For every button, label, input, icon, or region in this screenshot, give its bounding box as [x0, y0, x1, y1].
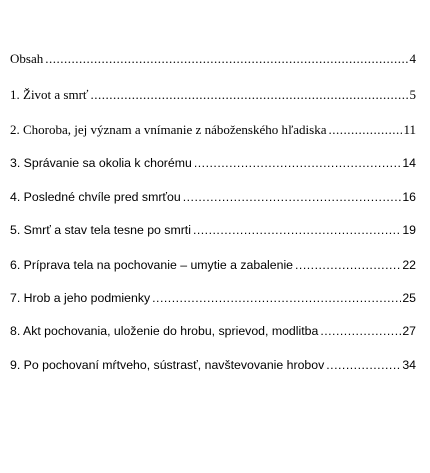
- toc-entry-obsah[interactable]: [10, 50, 416, 68]
- toc-entry-3[interactable]: [10, 154, 416, 172]
- toc-entry-page-number: 14: [402, 156, 416, 170]
- toc-entry-8[interactable]: [10, 322, 416, 340]
- toc-entry-title: 2. Choroba, jej význam a vnímanie z náboženského hľadiska: [10, 122, 327, 137]
- toc-entry-title: 4. Posledné chvíle pred smrťou: [10, 190, 181, 204]
- toc-entry-title: 8. Akt pochovania, uloženie do hrobu, sprievod, modlitba: [10, 324, 319, 338]
- toc-entry-title: 1. Život a smrť: [10, 87, 89, 102]
- toc-entry-page-number: 25: [402, 291, 416, 305]
- toc-entry-page-number: 5: [409, 87, 416, 102]
- dot-leader: [45, 50, 408, 68]
- toc-entry-4[interactable]: [10, 188, 416, 206]
- toc-entry-title: 9. Po pochovaní mŕtveho, sústrasť, navštevovanie hrobov: [10, 358, 325, 372]
- toc-entry-page-number: 19: [402, 223, 416, 237]
- toc-entry-page-number: 34: [402, 358, 416, 372]
- toc-entry-page-number: 16: [402, 190, 416, 204]
- dot-leader: [320, 322, 401, 340]
- toc-entry-1[interactable]: [10, 86, 416, 104]
- toc-entry-title: 6. Príprava tela na pochovanie – umytie a zabalenie: [10, 258, 294, 272]
- toc-entry-7[interactable]: [10, 289, 416, 307]
- toc-entry-title: 3. Správanie sa okolia k chorému: [10, 156, 192, 170]
- dot-leader: [183, 188, 402, 206]
- dot-leader: [328, 121, 402, 139]
- dot-leader: [152, 289, 401, 307]
- dot-leader: [194, 154, 401, 172]
- toc-entry-page-number: 4: [409, 51, 416, 66]
- toc-entry-title: 7. Hrob a jeho podmienky: [10, 291, 151, 305]
- toc-entry-2[interactable]: [10, 121, 416, 139]
- toc-entry-6[interactable]: [10, 256, 416, 274]
- toc-entry-page-number: 27: [402, 324, 416, 338]
- toc-entry-page-number: 11: [403, 122, 416, 137]
- toc-entry-title: 5. Smrť a stav tela tesne po smrti: [10, 223, 191, 237]
- dot-leader: [193, 221, 401, 239]
- toc-entry-5[interactable]: [10, 221, 416, 239]
- dot-leader: [91, 86, 409, 104]
- toc-entry-title: Obsah: [10, 51, 44, 66]
- toc-entry-page-number: 22: [402, 258, 416, 272]
- dot-leader: [295, 256, 401, 274]
- dot-leader: [326, 356, 401, 374]
- toc-entry-9[interactable]: [10, 356, 416, 374]
